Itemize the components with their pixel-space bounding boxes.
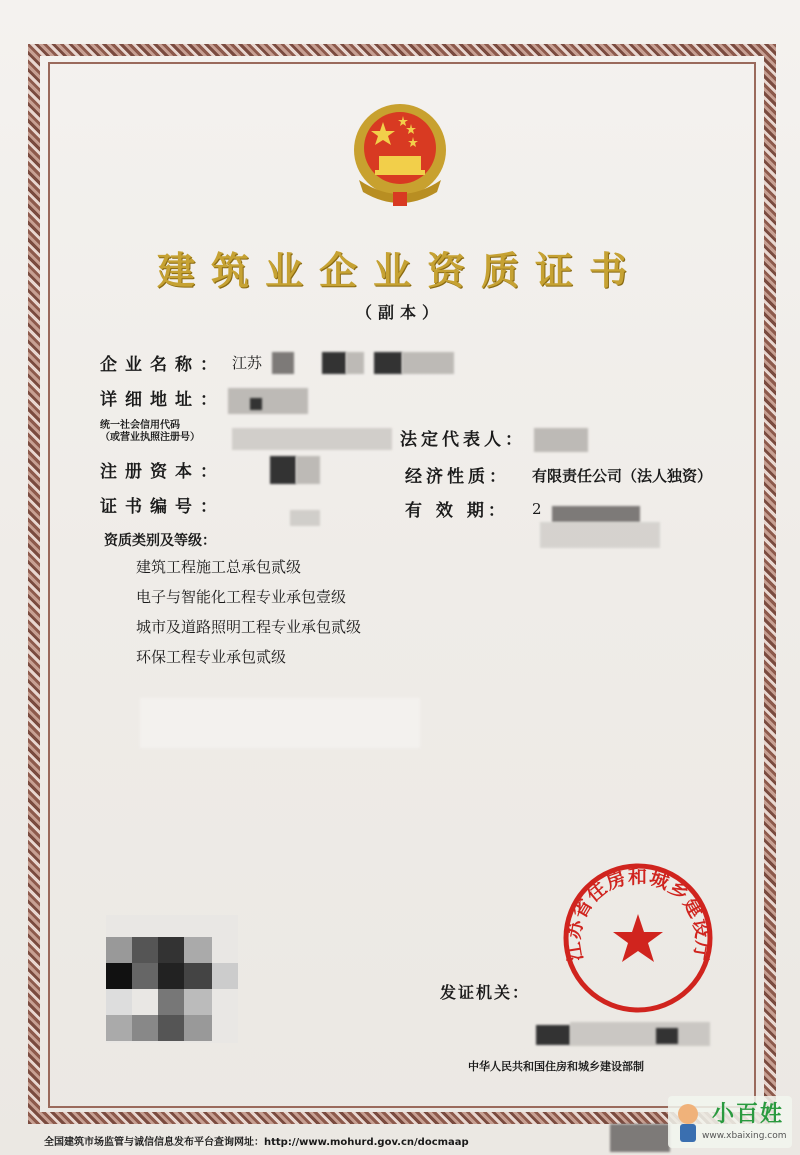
redaction-block: [570, 1022, 710, 1046]
validity-value: 2: [532, 500, 542, 518]
certificate-title: 建筑业企业资质证书: [156, 248, 643, 293]
ministry-text: 中华人民共和国住房和城乡建设部制: [468, 1060, 644, 1073]
redaction-block: [322, 352, 346, 374]
watermark-name: 小百姓: [712, 1102, 785, 1127]
company-name-value: 江苏: [232, 354, 263, 372]
redaction-block: [536, 1025, 570, 1045]
cert-no-label: 证书编号：: [100, 497, 225, 517]
qualification-item: 环保工程专业承包贰级: [136, 648, 287, 666]
redaction-block: [402, 352, 454, 374]
redaction-block: [290, 510, 320, 526]
redaction-block: [296, 456, 320, 484]
redaction-block: [228, 388, 308, 414]
redaction-block: [534, 428, 588, 452]
redaction-block: [374, 352, 402, 374]
ownership-label: 经济性质：: [405, 467, 510, 487]
qualification-item: 建筑工程施工总承包贰级: [136, 558, 302, 576]
qr-code: [106, 915, 238, 1043]
redaction-block: [656, 1028, 678, 1044]
redaction-block: [552, 506, 640, 522]
qualification-item: 城市及道路照明工程专业承包贰级: [136, 618, 362, 636]
credit-code-label: [100, 420, 200, 444]
redaction-block: [232, 428, 392, 450]
credit-code-label-line2: （或营业执照注册号）: [100, 432, 200, 443]
address-label: 详细地址：: [100, 390, 225, 410]
watermark-url: www.xbaixing.com: [702, 1131, 787, 1141]
legal-rep-label: 法定代表人：: [400, 430, 526, 450]
credit-code-label-line1: 统一社会信用代码: [100, 420, 180, 431]
certificate-subtitle: （副本）: [355, 303, 444, 322]
registered-capital-label: 注册资本：: [100, 462, 225, 482]
redaction-block: [270, 456, 296, 484]
national-emblem-icon: [345, 100, 455, 210]
footer-query-url: 全国建筑市场监管与诚信信息发布平台查询网址：http://www.mohurd.gov.cn/docmaap: [44, 1137, 469, 1148]
seal-text: 江苏省住房和城乡建设厅: [562, 865, 714, 963]
company-name-label: 企业名称：: [100, 355, 225, 375]
issuer-seal: [558, 858, 718, 1018]
seal-star-icon: [613, 914, 663, 962]
redaction-block: [610, 1124, 670, 1152]
qualification-item: 电子与智能化工程专业承包壹级: [136, 588, 347, 606]
redaction-block: [272, 352, 294, 374]
redaction-block: [140, 698, 420, 748]
validity-label: 有 效 期：: [405, 501, 509, 521]
qualification-heading: 资质类别及等级：: [104, 533, 216, 549]
redaction-block: [540, 522, 660, 548]
redaction-block: [250, 398, 262, 410]
redaction-block: [346, 352, 364, 374]
ownership-value: 有限责任公司（法人独资）: [532, 467, 713, 485]
issuer-label: 发证机关：: [440, 983, 531, 1002]
